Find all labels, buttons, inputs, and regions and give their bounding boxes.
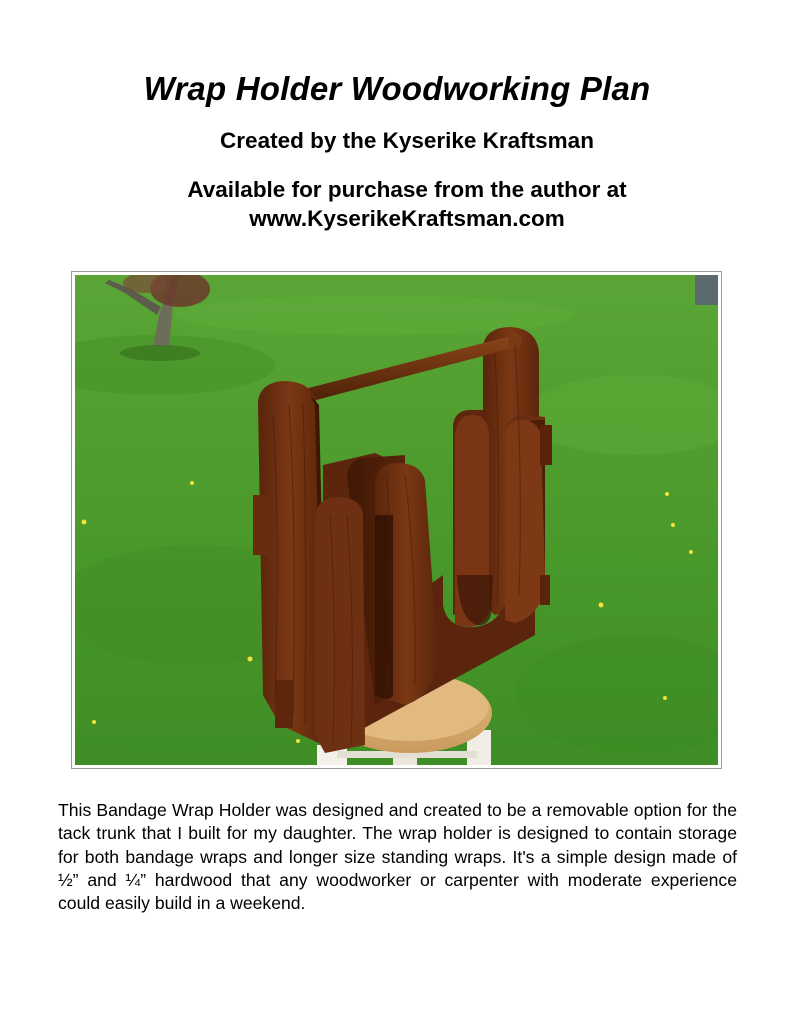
document-subtitle: Created by the Kyserike Kraftsman — [220, 128, 594, 153]
wrap-holder-photo — [75, 275, 718, 765]
author-website: www.KyserikeKraftsman.com — [249, 206, 565, 231]
product-photo-frame — [71, 271, 722, 769]
wrap-holder-photo-illustration — [75, 275, 718, 765]
availability-line: Available for purchase from the author at — [187, 177, 627, 202]
description-paragraph: This Bandage Wrap Holder was designed and created to be a removable option for the tack trunk that I built for my daughter. The wrap holder is designed to contain storage for both bandage wraps and longer size standing wraps. It's a simple design made of ½” and ¼” hardwood that any woodworker or carpenter with moderate experience could easily build in a weekend. — [58, 800, 737, 914]
availability-block — [0, 175, 794, 233]
document-title: Wrap Holder Woodworking Plan — [143, 70, 651, 107]
